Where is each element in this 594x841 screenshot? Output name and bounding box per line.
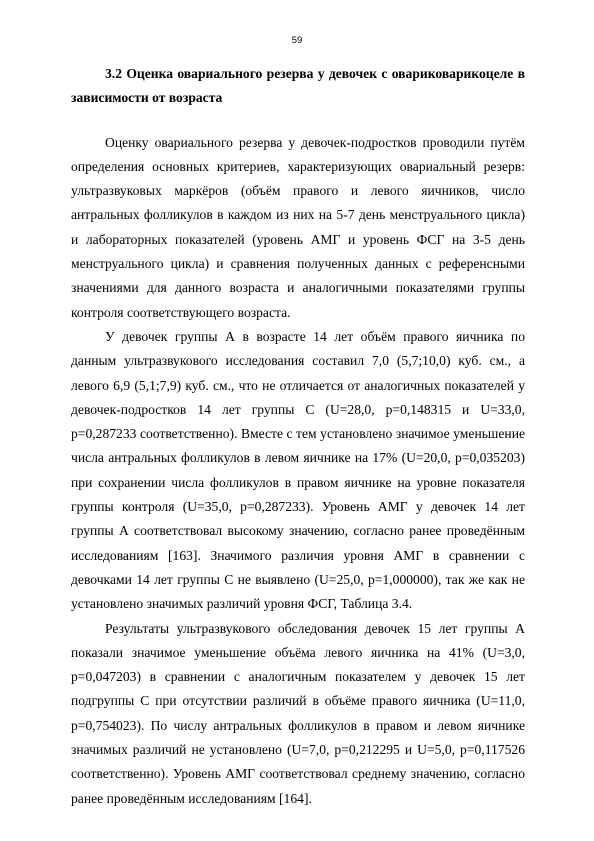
paragraph-ovarian-reserve-method: Оценку овариального резерва у девочек-подростков проводили путём определения основных критериев, характеризующих овариальный резерв: ультразвуковых маркёров (объём правого и левого яичников, число антральных фолликулов в каждом из них на 5-7 день менструального цикла) и лабораторных показателей (уровень АМГ и уровень ФСГ на 3-5 день менструального цикла) и сравнения полученных данных с референсными значениями для данного возраста и аналогичными показателями группы контроля соответствующего возраста. (71, 134, 525, 320)
paragraph-group-a-age-15: Результаты ультразвукового обследования девочек 15 лет группы А показали значимое уменьшение объёма левого яичника на 41% (U=3,0, p=0,047203) в сравнении с аналогичным показателем у девочек 15 лет подгруппы С при отсутствии различий в объёме правого яичника (U=11,0, p=0,754023). По числу антральных фолликулов в правом и левом яичнике значимых различий не установлено (U=7,0, p=0,212295 и U=5,0, p=0,117526 соответственно). Уровень АМГ соответствовал среднему значению, согласно ранее проведённым исследованиям [164]. (71, 620, 525, 806)
page-content (71, 62, 525, 811)
page-number: 59 (291, 35, 303, 46)
paragraph-group-a-age-14: У девочек группы А в возрасте 14 лет объём правого яичника по данным ультразвукового исследования составил 7,0 (5,7;10,0) куб. см., а левого 6,9 (5,1;7,9) куб. см., что не отличается от аналогичных показателей у девочек-подростков 14 лет группы С (U=28,0, p=0,148315 и U=33,0, p=0,287233 соответственно). Вместе с тем установлено значимое уменьшение числа антральных фолликулов в левом яичнике на 17% (U=20,0, p=0,035203) при сохранении числа фолликулов в правом яичнике на уровне показателя группы контроля (U=35,0, p=0,287233). Уровень АМГ у девочек 14 лет группы А соответствовал высокому значению, согласно ранее проведённым исследованиям [163]. Значимого различия уровня АМГ в сравнении с девочками 14 лет группы С не выявлено (U=25,0, p=1,000000), так же как не установлено значимых различий уровня ФСГ, Таблица 3.4. (71, 328, 525, 612)
section-heading: 3.2 Оценка овариального резерва у девочек с овариковарикоцеле в зависимости от возраста (71, 66, 525, 106)
